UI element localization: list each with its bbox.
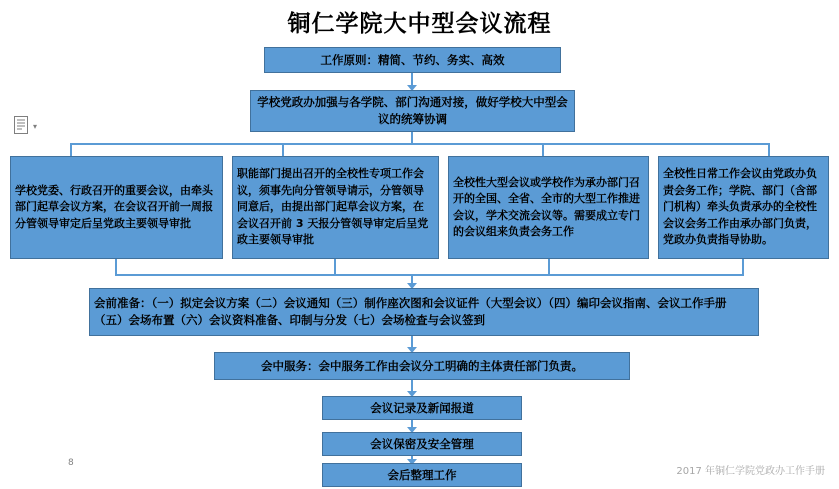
connector-branch-1-down xyxy=(70,143,72,157)
node-branch-3: 全校性大型会议或学校作为承办部门召开的全国、全省、全市的大型工作推进会议，学术交流会议等。需要成立专门的会议组来负责会务工作 xyxy=(448,156,649,259)
node-step-wrapup: 会后整理工作 xyxy=(322,463,522,487)
node-step-record: 会议记录及新闻报道 xyxy=(322,396,522,420)
chevron-down-icon[interactable]: ▾ xyxy=(33,121,38,131)
connector-collect-bus xyxy=(115,274,744,276)
connector-branch-4-bottom xyxy=(742,259,744,275)
connector-branch-1-bottom xyxy=(115,259,117,275)
node-preparation: 会前准备：（一）拟定会议方案（二）会议通知（三）制作座次图和会议证件（大型会议）（四）编印会议指南、会议工作手册（五）会场布置（六）会议资料准备、印制与分发（七）会场检查与会议签到 xyxy=(89,288,759,336)
page-number: 8 xyxy=(68,458,74,468)
node-coordination: 学校党政办加强与各学院、部门沟通对接，做好学校大中型会议的统筹协调 xyxy=(250,90,575,132)
node-branch-2: 职能部门提出召开的全校性专项工作会议，须事先向分管领导请示，分管领导同意后，由提出部门起草会议方案，在会议召开前 3 天报分管领导审定后呈党政主要领导审批 xyxy=(232,156,439,259)
node-service: 会中服务：会中服务工作由会议分工明确的主体责任部门负责。 xyxy=(214,352,630,380)
connector-branch-2-down xyxy=(282,143,284,157)
node-work-principle: 工作原则：精简、节约、务实、高效 xyxy=(264,47,561,73)
connector-branch-3-down xyxy=(542,143,544,157)
connector-branch-2-bottom xyxy=(334,259,336,275)
node-step-security: 会议保密及安全管理 xyxy=(322,432,522,456)
node-branch-4: 全校性日常工作会议由党政办负责会务工作；学院、部门（含部门机构）牵头负责承办的全校性会议会务工作由承办部门负责，党政办负责指导协助。 xyxy=(658,156,829,259)
connector-branch-3-bottom xyxy=(548,259,550,275)
connector-branch-bus xyxy=(70,143,770,145)
connector-branch-4-down xyxy=(768,143,770,157)
node-branch-1: 学校党委、行政召开的重要会议，由牵头部门起草会议方案，在会议召开前一周报分管领导审定后呈党政主要领导审批 xyxy=(10,156,223,259)
document-icon[interactable] xyxy=(14,115,40,137)
page-title: 铜仁学院大中型会议流程 xyxy=(287,10,552,37)
footer-note: 2017 年铜仁学院党政办工作手册 xyxy=(676,466,825,477)
